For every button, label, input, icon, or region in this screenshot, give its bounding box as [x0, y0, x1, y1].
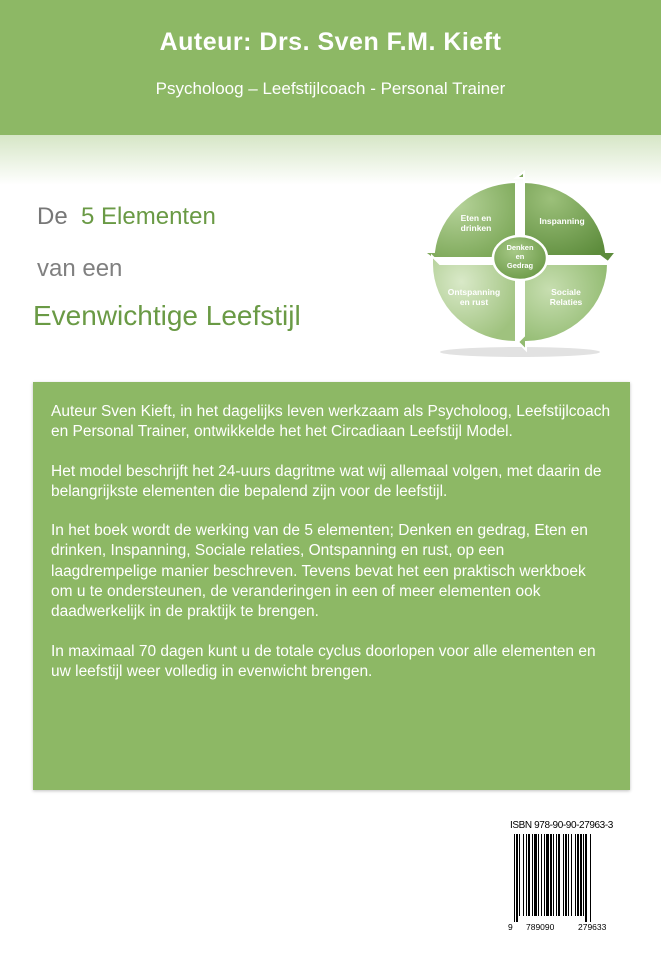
label-sociale-line1: Sociale	[551, 287, 581, 297]
barcode-bar	[538, 834, 539, 916]
label-center-line3: Gedrag	[506, 261, 534, 270]
barcode-bar	[571, 834, 572, 916]
description-paragraph: Het model beschrijft het 24-uurs dagritme wat wij allemaal volgen, met daarin de belangrijkste elementen die bepalend zijn voor de leefstijl.	[51, 462, 602, 500]
title-line-3: Evenwichtige Leefstijl	[33, 300, 301, 331]
title-line-2: van een	[37, 255, 123, 282]
title-main: 5 Elementen	[81, 203, 216, 230]
barcode-bar	[519, 834, 520, 916]
barcode-bar	[577, 834, 579, 916]
barcode-digits-right: 279633	[578, 922, 607, 932]
barcode-bar	[585, 834, 587, 922]
barcode-bar	[590, 834, 591, 922]
description-paragraph: In het boek wordt de werking van de 5 elementen; Denken en gedrag, Eten en drinken, Inspanning, Sociale relaties, Ontspanning en rust, op een laagdrempelige manier beschreven. Tevens bevat het een praktisch werkboek om u te ondersteunen, de veranderingen in een of meer elementen ook daadwerkelijk in de praktijk te brengen.	[51, 522, 588, 621]
barcode-bar	[514, 834, 515, 922]
label-sociale-line2: Relaties	[549, 297, 583, 307]
barcode	[508, 820, 630, 940]
barcode-bar	[546, 834, 549, 916]
title-line-1	[37, 203, 216, 231]
header-band	[0, 0, 661, 135]
barcode-bar	[556, 834, 557, 916]
barcode-digits-left: 789090	[526, 922, 555, 932]
barcode-bar	[575, 834, 576, 916]
label-center-line1: Denken	[506, 243, 534, 252]
author-heading: Auteur: Drs. Sven F.M. Kieft	[159, 28, 502, 56]
barcode-bar	[516, 834, 518, 922]
barcode-bars	[508, 834, 630, 926]
barcode-bar	[583, 834, 584, 916]
description-paragraph: Auteur Sven Kieft, in het dagelijks leven werkzaam als Psycholoog, Leefstijlcoach en Personal Trainer, ontwikkelde het het Circadiaan Leefstijl Model.	[51, 403, 611, 441]
barcode-bar	[532, 834, 533, 916]
barcode-bar	[544, 834, 545, 916]
label-center-line2: en	[515, 252, 525, 261]
barcode-bar	[568, 834, 569, 916]
lifestyle-cycle-diagram	[404, 170, 636, 360]
label-eten-line2: drinken	[460, 223, 492, 233]
title-prefix: De	[37, 203, 68, 230]
barcode-bar	[565, 834, 567, 916]
barcode-bar	[523, 834, 524, 916]
barcode-bar	[541, 834, 542, 916]
label-ontspanning-line2: en rust	[459, 297, 489, 307]
label-eten-line1: Eten en	[460, 213, 492, 223]
barcode-digit-first: 9	[508, 922, 513, 932]
barcode-bar	[550, 834, 552, 916]
barcode-bar	[558, 834, 560, 916]
barcode-bar	[534, 834, 537, 916]
label-inspanning: Inspanning	[539, 216, 585, 226]
barcode-bar	[580, 834, 582, 916]
barcode-bar	[563, 834, 564, 916]
description-panel	[33, 382, 630, 790]
description-paragraph: In maximaal 70 dagen kunt u de totale cyclus doorlopen voor alle elementen en uw leefstijl weer volledig in evenwicht brengen.	[51, 642, 596, 680]
isbn-label: ISBN 978-90-90-27963-3	[510, 820, 613, 831]
label-ontspanning-line1: Ontspanning	[447, 287, 501, 297]
author-roles: Psycholoog – Leefstijlcoach - Personal Trainer	[155, 79, 506, 98]
barcode-bar	[528, 834, 530, 916]
barcode-bar	[526, 834, 527, 916]
barcode-bar	[553, 834, 554, 916]
